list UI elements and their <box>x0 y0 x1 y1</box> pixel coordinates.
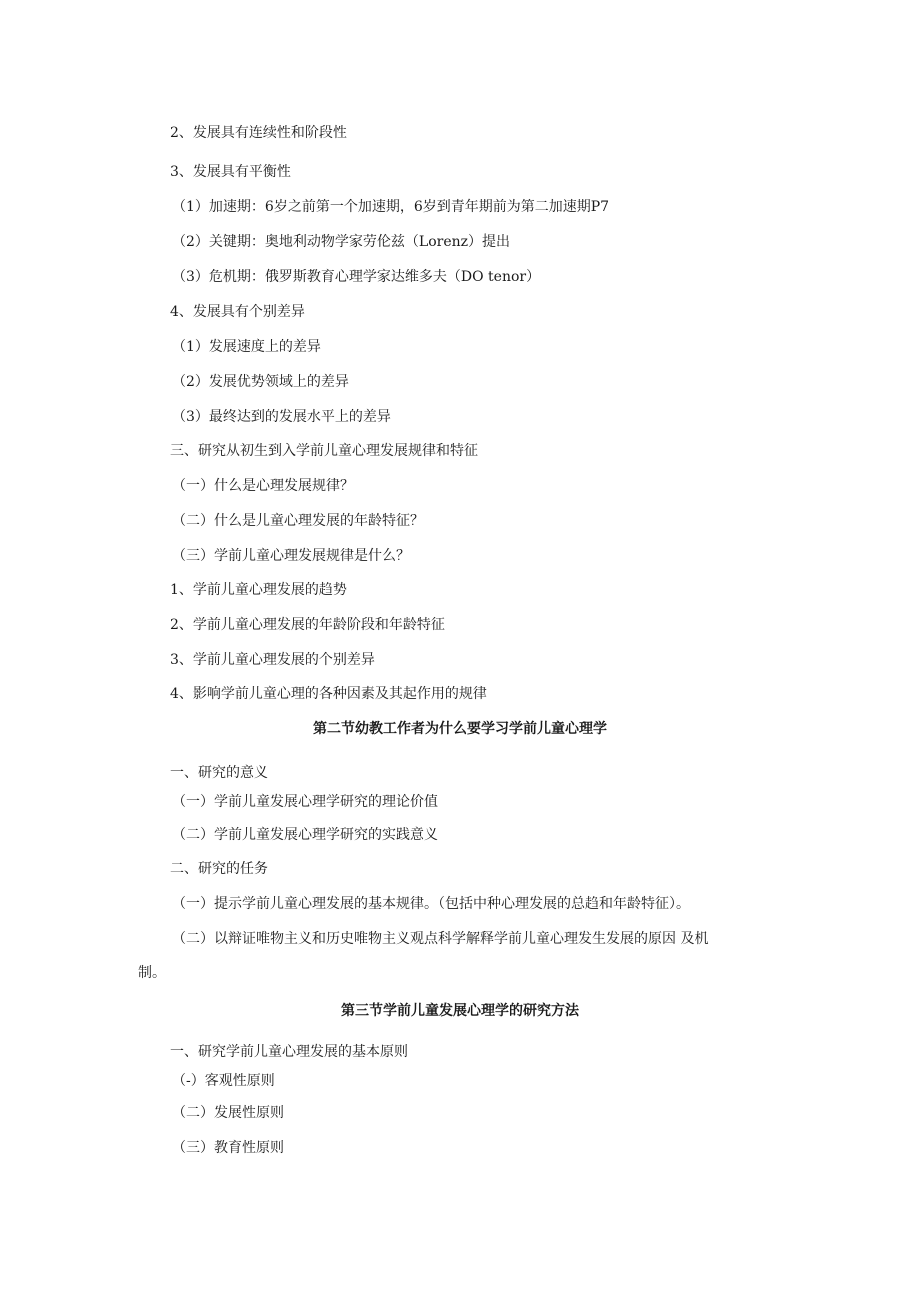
section-heading-principles: 一、研究学前儿童心理发展的基本原则 <box>170 1044 408 1060</box>
list-item-task-2-continued: 制。 <box>138 965 166 981</box>
list-item-developmental: （二）发展性原则 <box>172 1105 284 1121</box>
list-item-practical-significance: （二）学前儿童发展心理学研究的实践意义 <box>172 827 438 843</box>
list-item-objectivity: （-）客观性原则 <box>172 1073 275 1089</box>
list-item-educational: （三）教育性原则 <box>172 1140 284 1156</box>
list-item-individual-differences: 4、发展具有个别差异 <box>170 304 305 320</box>
list-item-individual-variation: 3、学前儿童心理发展的个别差异 <box>170 652 375 668</box>
list-item-level-difference: （3）最终达到的发展水平上的差异 <box>172 409 391 425</box>
section-heading-tasks: 二、研究的任务 <box>170 861 268 877</box>
list-item-task-2: （二）以辩证唯物主义和历史唯物主义观点科学解释学前儿童心理发生发展的原因 及机 <box>172 931 709 947</box>
section-title-2: 第二节幼教工作者为什么要学习学前儿童心理学 <box>313 721 607 737</box>
list-item-theoretical-value: （一）学前儿童发展心理学研究的理论价值 <box>172 794 438 810</box>
list-item-what-are-laws: （三）学前儿童心理发展规律是什么？ <box>172 548 410 564</box>
list-item-acceleration-period: （1）加速期：6岁之前第一个加速期，6岁到青年期前为第二加速期P7 <box>172 199 610 215</box>
list-item-development-continuity: 2、发展具有连续性和阶段性 <box>170 125 347 141</box>
list-item-age-features: （二）什么是儿童心理发展的年龄特征？ <box>172 513 424 529</box>
list-item-critical-period: （2）关键期：奥地利动物学家劳伦兹（Lorenz）提出 <box>172 234 511 250</box>
list-item-development-balance: 3、发展具有平衡性 <box>170 164 291 180</box>
list-item-speed-difference: （1）发展速度上的差异 <box>172 339 321 355</box>
list-item-age-stages: 2、学前儿童心理发展的年龄阶段和年龄特征 <box>170 617 445 633</box>
list-item-task-1: （一）提示学前儿童心理发展的基本规律。（包括中种心理发展的总趋和年龄特征）。 <box>172 896 690 912</box>
section-title-3: 第三节学前儿童发展心理学的研究方法 <box>341 1003 579 1019</box>
list-item-influencing-factors: 4、影响学前儿童心理的各种因素及其起作用的规律 <box>170 686 487 702</box>
list-item-crisis-period: （3）危机期：俄罗斯教育心理学家达维多夫（DO tenor） <box>172 269 541 285</box>
list-item-what-is-law: （一）什么是心理发展规律？ <box>172 478 354 494</box>
section-heading-research-laws: 三、研究从初生到入学前儿童心理发展规律和特征 <box>170 443 478 459</box>
list-item-trend: 1、学前儿童心理发展的趋势 <box>170 582 347 598</box>
section-heading-significance: 一、研究的意义 <box>170 765 268 781</box>
list-item-domain-difference: （2）发展优势领域上的差异 <box>172 374 349 390</box>
